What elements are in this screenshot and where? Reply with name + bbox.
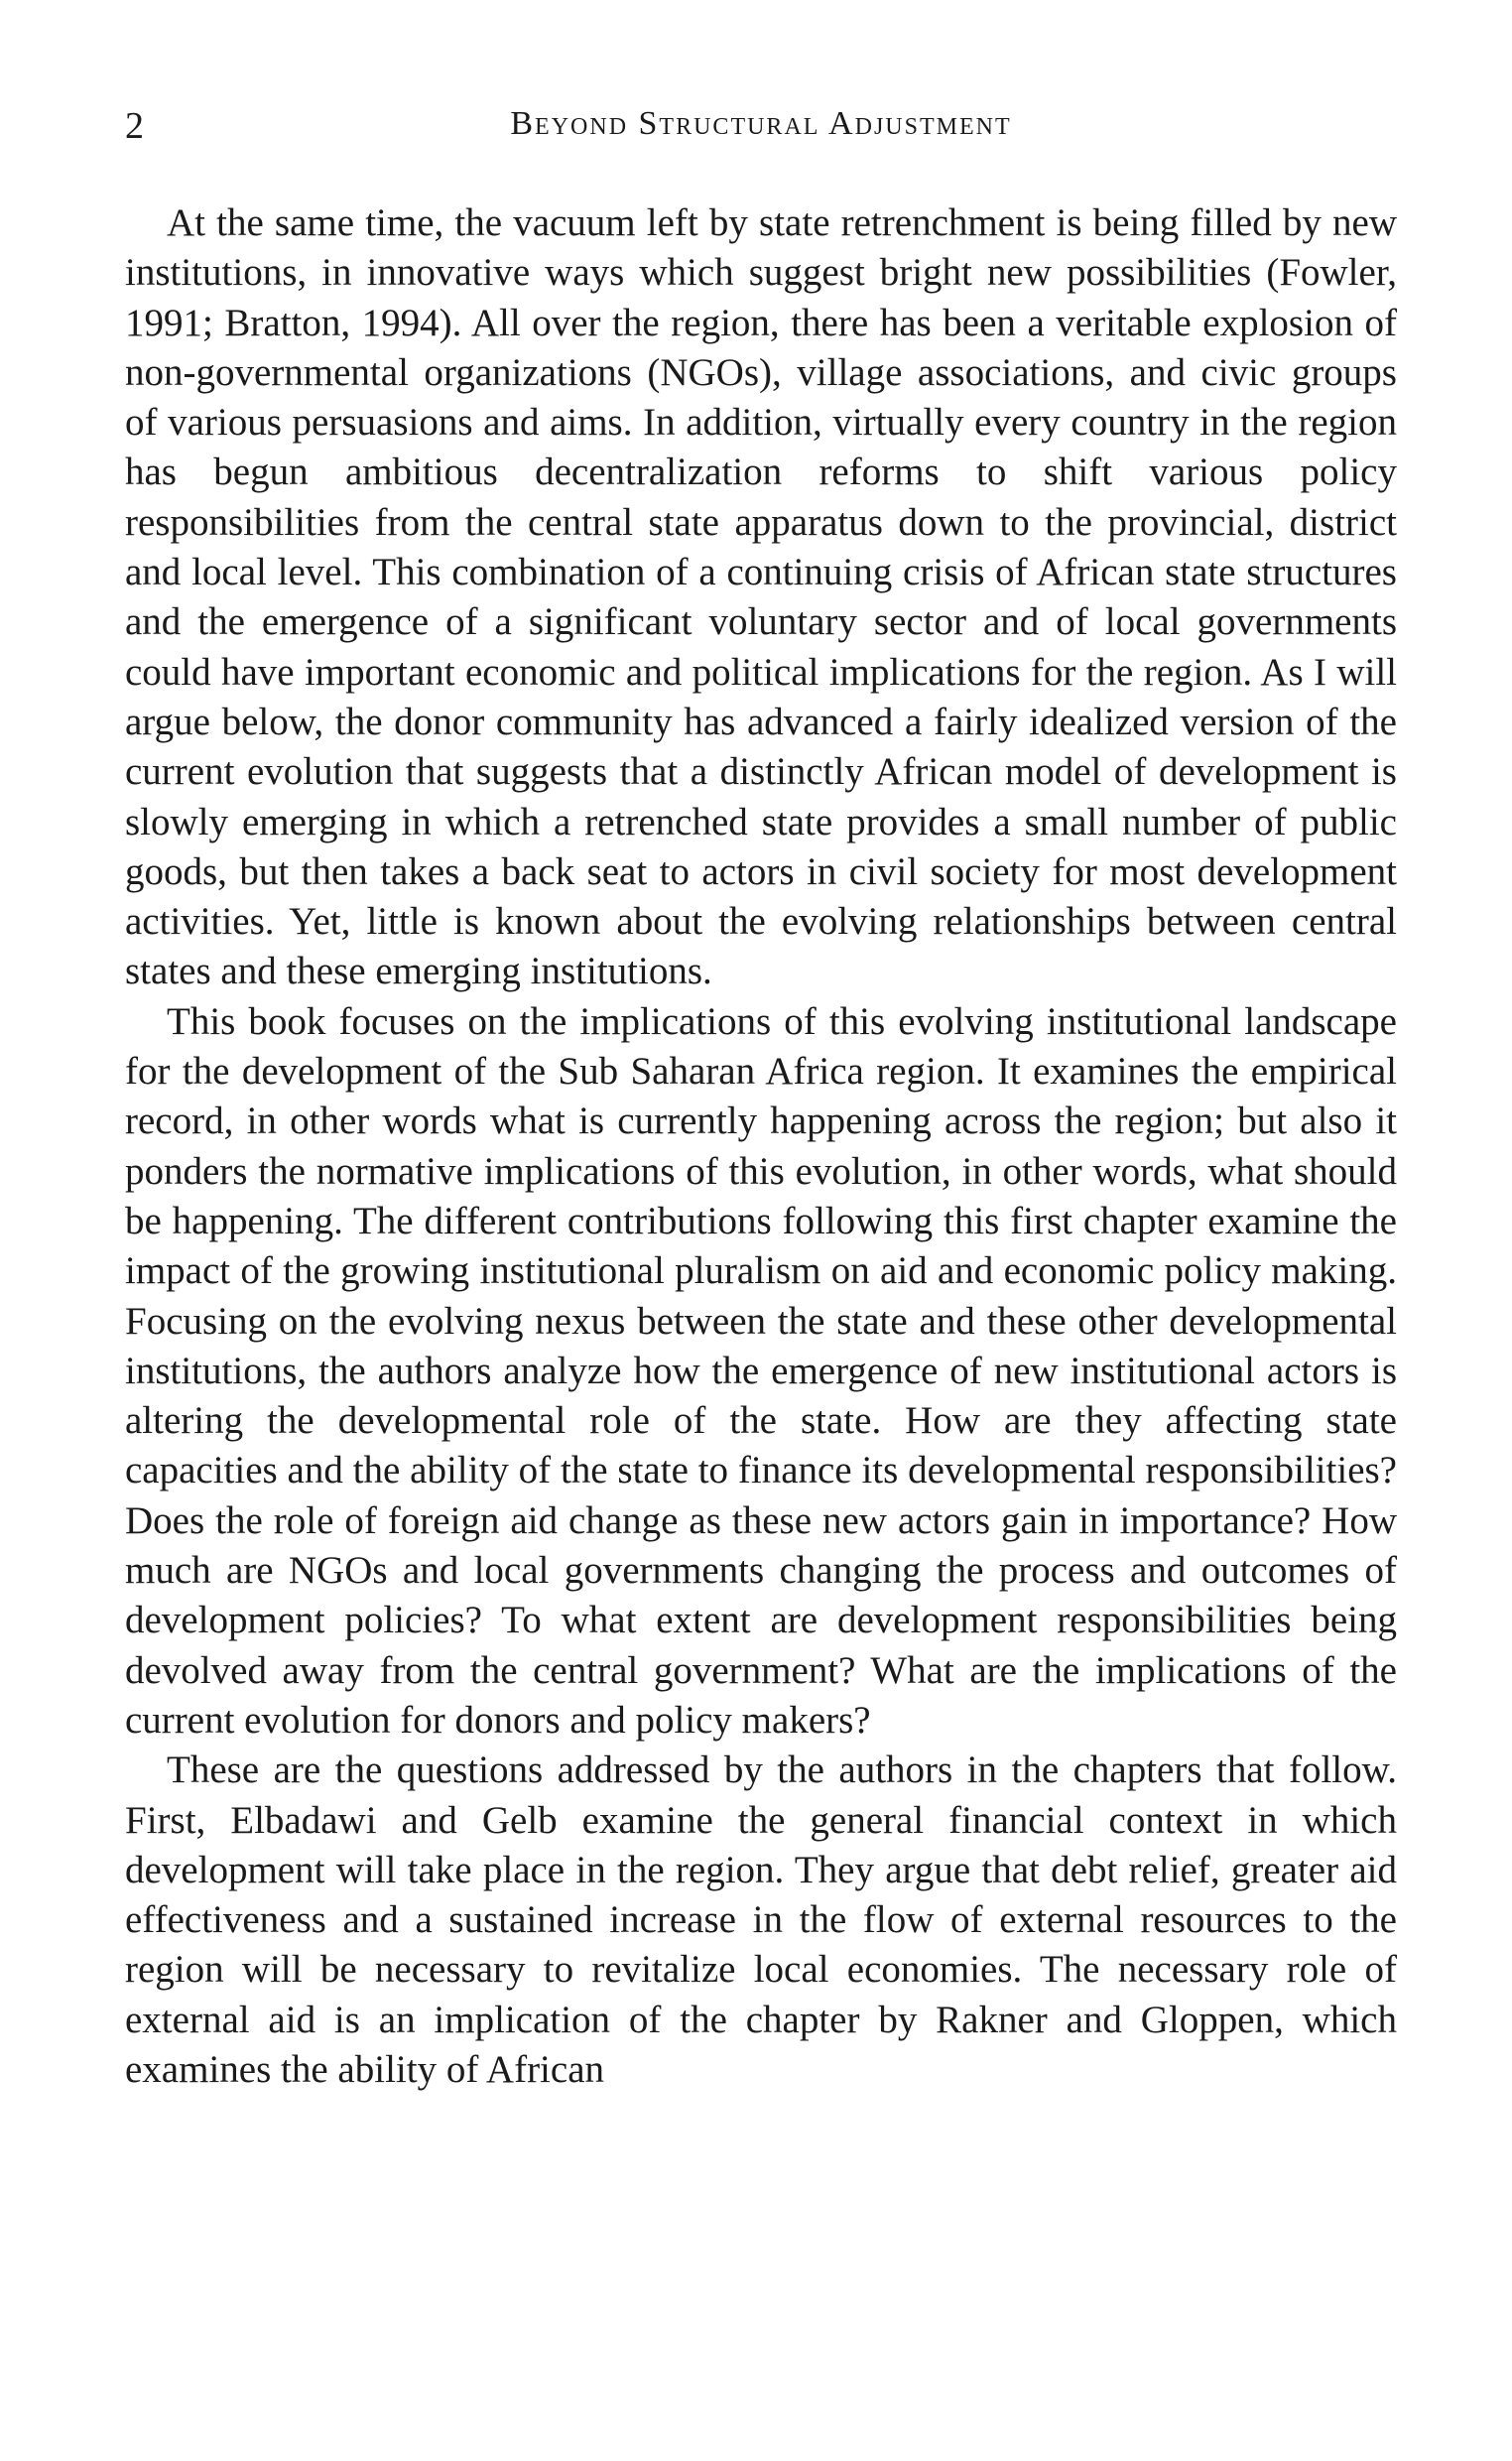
paragraph: This book focuses on the implications of this evolving institutional landscape for the development of the Sub Saharan Africa region. It examines the empirical record, in other words what is currently happening across the region; but also it ponders the normative implications of this evolution, in other words, what should be happening. The different contributions following this first chapter examine the impact of the growing institutional pluralism on aid and economic policy making. Focusing on the evolving nexus between the state and these other developmental institutions, the authors analyze how the emergence of new institutional actors is altering the developmental role of the state. How are they affecting state capacities and the ability of the state to finance its developmental responsibilities? Does the role of foreign aid change as these new actors gain in importance? How much are NGOs and local governments changing the process and outcomes of development policies? To what extent are development responsibilities being devolved away from the central government? What are the implications of the current evolution for donors and policy makers?	[125, 999, 1397, 1742]
page-number: 2	[125, 105, 144, 147]
running-head	[125, 99, 1397, 159]
book-title: Beyond Structural Adjustment	[510, 105, 1012, 142]
body-text	[125, 198, 1397, 2095]
paragraph: At the same time, the vacuum left by state retrenchment is being filled by new institutions, in innovative ways which suggest bright new possibilities (Fowler, 1991; Bratton, 1994). All over the region, there has been a veritable explosion of non-governmental organizations (NGOs), village associations, and civic groups of various persuasions and aims. In addition, virtually every country in the region has begun ambitious decentralization reforms to shift various policy responsibilities from the central state apparatus down to the provincial, district and local level. This combination of a continuing crisis of African state structures and the emergence of a significant voluntary sector and of local governments could have important economic and political implications for the region. As I will argue below, the donor community has advanced a fairly idealized version of the current evolution that suggests that a distinctly African model of development is slowly emerging in which a retrenched state provides a small number of public goods, but then takes a back seat to actors in civil society for most development activities. Yet, little is known about the evolving relationships between central states and these emerging institutions.	[125, 201, 1397, 993]
paragraph: These are the questions addressed by the authors in the chapters that follow. First, Elbadawi and Gelb examine the general financial context in which development will take place in the region. They argue that debt relief, greater aid effectiveness and a sustained increase in the flow of external resources to the region will be necessary to revitalize local economies. The necessary role of external aid is an implication of the chapter by Rakner and Gloppen, which examines the ability of African	[125, 1749, 1397, 2091]
